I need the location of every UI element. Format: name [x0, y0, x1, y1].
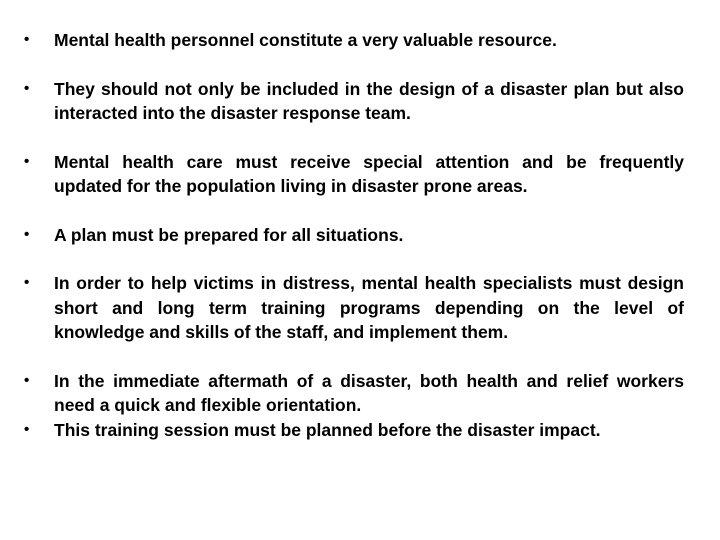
- bullet-item-mental-health-care: [24, 150, 684, 199]
- bullet-icon: •: [24, 152, 30, 170]
- bullet-text: A plan must be prepared for all situations.: [54, 224, 404, 245]
- bullet-text: Mental health personnel constitute a very valuable resource.: [54, 30, 557, 50]
- bullet-icon: •: [24, 420, 30, 438]
- bullet-icon: •: [24, 371, 30, 389]
- bullet-text: In order to help victims in distress, mental health specialists must design short and long term training programs depending on the level of knowledge and skills of the staff, and implement them.: [54, 273, 684, 342]
- bullet-list: [24, 28, 684, 442]
- bullet-icon: •: [24, 274, 30, 291]
- bullet-item-training-session: [24, 418, 684, 443]
- bullet-text: They should not only be included in the design of a disaster plan but also interacted into the disaster response team.: [54, 78, 684, 123]
- bullet-item-plan-all-situations: [24, 223, 684, 248]
- bullet-icon: •: [24, 79, 30, 97]
- bullet-item-orientation: [24, 369, 684, 418]
- bullet-icon: •: [24, 225, 30, 243]
- bullet-item-personnel: [24, 28, 684, 53]
- bullet-item-disaster-plan: [24, 77, 684, 126]
- bullet-item-training-programs: [24, 271, 684, 345]
- bullet-text: This training session must be planned before the disaster impact.: [54, 419, 601, 440]
- bullet-text: In the immediate aftermath of a disaster, both health and relief workers need a quick and flexible orientation.: [54, 370, 684, 415]
- bullet-text: Mental health care must receive special attention and be frequently updated for the population living in disaster prone areas.: [54, 151, 684, 196]
- bullet-icon: •: [24, 31, 30, 48]
